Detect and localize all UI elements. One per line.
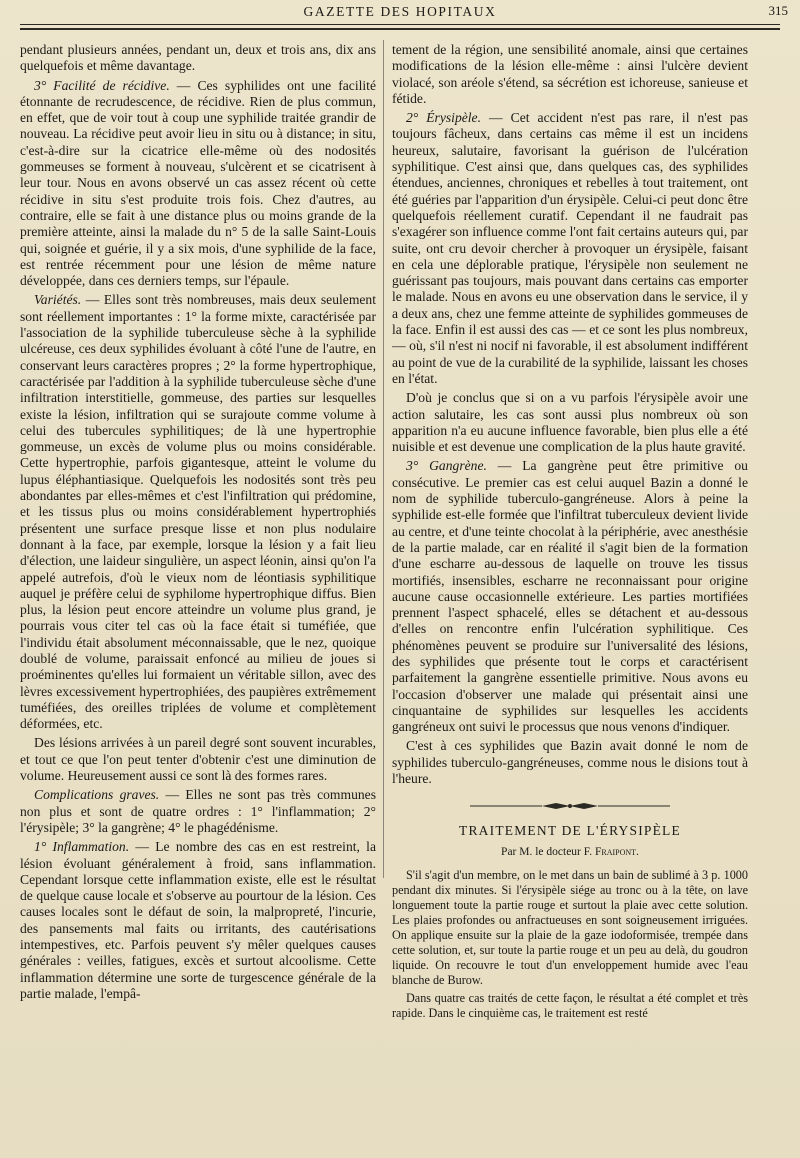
byline-author: F. Fraipont. xyxy=(583,845,639,858)
paragraph-label: 2° Érysipèle. xyxy=(406,110,481,126)
paragraph-continuation: tement de la région, une sensibilité anomale, ainsi que certaines modifications de la lésion elle-même : ainsi l'ulcère devient violacé, son aréole s'étend, sa sécrétion est ichoreuse, sanieuse et fétide. xyxy=(392,42,748,106)
paragraph-text: — Elles ne sont pas très communes non plus et sont de quatre ordres : 1° l'inflammation; 2° l'érysipèle; 3° la gangrène; 4° le phagédénisme. xyxy=(20,787,377,835)
paragraph-gangrene xyxy=(392,458,748,735)
column-divider xyxy=(383,40,384,878)
paragraph-conclusion: D'où je conclus que si on a vu parfois l'érysipèle avoir une action salutaire, les cas sont aussi plus nombreux où son apparition n'a eu aucune influence favorable, bien plus elle a été nuisible et est devenue une complication de la plus haute gravité. xyxy=(392,390,748,455)
paragraph-label: 3° Facilité de récidive. xyxy=(34,77,170,93)
right-column xyxy=(392,42,748,1024)
paragraph-label: 1° Inflammation. xyxy=(34,839,130,855)
treatment-section xyxy=(392,868,748,1021)
paragraph-continuation: pendant plusieurs années, pendant un, deux et trois ans, dix ans quelquefois et même davantage. xyxy=(20,42,376,74)
paragraph-bazin: C'est à ces syphilides que Bazin avait donné le nom de syphilides tuberculo-gangréneuses, comme nous le disions tout à l'heure. xyxy=(392,738,748,787)
header-rule-thick xyxy=(20,28,780,30)
paragraph-text: — Elles sont très nombreuses, mais deux seulement sont réellement importantes : 1° la forme mixte, caractérisée par l'association de la syphilide tuberculeuse sèche à la syphilide ulcéreuse, ces deux syphilides évoluant à côté l'une de l'autre, en conservant leurs caractères propres ; 2° la forme hypertrophique, caractérisée par l'addition à la syphilide tuberculeuse sèche d'une infiltration interstitielle, gommeuse, des parties sur lesquelles existe la lésion, infiltration qui se surajoute comme volume à celui des tubercules syphilitiques; de là une hypertrophie gommeuse, un excès de volume plus ou moins considérable. Cette hypertrophie, parfois gigantesque, atteint le volume du lupus éléphantiasique. Quelquefois les nodosités sont très peu abondantes par elles-mêmes et c'est l'infiltration qui prédomine, et les tissus plus ou moins considérablement hypertrophiés présentent une surface presque lisse et non plus nodulaire donnant à la face, par exemple, lorsque la lésion y a fait lieu d'élection, une laideur singulière, un aspect léonin, ainsi qu'on l'a appelé autrefois, d'où le vieux nom de léontiasis syphilitique auquel je préfère celui de syphilome hypertrophique diffus. Bien plus, la lésion peut encore atteindre un volume plus grand, je pourrais vous citer tel cas où la face était si tuméfiée, que l'individu était absolument méconnaissable, que le nez, quoique doublé de volume, paraissait enfoncé au milieu de joues si proéminentes qu'elles lui formaient un véritable sillon, avec des lèvres excessivement hypertrophiées, des paupières extrêmement tuméfiées, des oreilles triplées de volume et complètement déformées, etc. xyxy=(20,292,376,732)
byline-prefix: Par M. le docteur xyxy=(501,845,584,858)
byline xyxy=(392,844,748,860)
paragraph-text: — Cet accident n'est pas rare, il n'est pas toujours fâcheux, dans certains cas même il est un incidens heureux, salutaire, favorisant la guérison de l'ulcération syphilitique. C'est ainsi que, dans quelques cas, des syphilides étendues, anciennes, chroniques et rebelles à tout traitement, ont été guéries par l'apparition d'un érysipèle. Celui-ci peut donc être quelquefois réellement curatif. Cependant il ne faudrait pas s'exagérer son influence comme l'ont fait certains auteurs qui, par suite, ont cru devoir chercher à provoquer un érysipèle, faisant en cela une déplorable pratique, l'érysipèle non seulement ne guérissant pas toujours, mais pouvant dans certains cas emporter le malade. Nous en avons eu une observation dans le service, il y a deux ans, chez une femme atteinte de syphilides gommeuses de la face. Enfin il est aussi des cas — et ce sont les plus nombreux, — où, s'il n'est ni nocif ni favorable, il est absolument indifférent au point de vue de la curabilité de la syphilide, laissant les choses en l'état. xyxy=(392,110,748,386)
page-number: 315 xyxy=(768,3,788,18)
paragraph-lesions: Des lésions arrivées à un pareil degré sont souvent incurables, et tout ce que l'on peut tenter d'obtenir c'est une diminution de volume. Heureusement aussi ce sont là des formes rares. xyxy=(20,735,376,784)
paragraph-varietes xyxy=(20,292,376,732)
section-title: TRAITEMENT DE L'ÉRYSIPÈLE xyxy=(459,823,681,839)
paragraph-erysipele xyxy=(392,110,748,387)
header-rule-thin xyxy=(20,24,780,25)
paragraph-text: — Le nombre des cas en est restreint, la lésion évoluant généralement à froid, sans inflammation. Cependant lorsque cette inflammation existe, elle est le résultat de quelque cause locale et s'observe au pourtour de la lésion. Ces causes locales sont le défaut de soin, la malpropreté, l'incurie, des pansements mal faits ou irritants, des cautérisations intempestives, etc. Parfois peuvent s'y mêler quelques causes générales : veilles, fatigues, excès et surtout alcoolisme. Cette inflammation détermine une sorte de turgescence générale de la partie malade, l'empâ- xyxy=(20,839,376,1001)
paragraph-label: 3° Gangrène. xyxy=(406,458,487,474)
paragraph-treatment: S'il s'agit d'un membre, on le met dans un bain de sublimé à 3 p. 1000 pendant dix minutes. Si l'érysipèle siége au tronc ou à la tête, on lave longuement toute la partie rouge et surtout la plaie avec cette solution. Les plaies profondes ou anfractueuses en sont soigneusement irriguées. On applique ensuite sur la plaie de la gaze iodoformisée, trempée dans cette solution, et, sur toute la partie rouge et un peu au delà, du goudron liquide. On recouvre le tout d'un enveloppement humide avec l'eau blanche de Burow. xyxy=(392,867,748,987)
paragraph-recidive xyxy=(20,78,376,290)
paragraph-results: Dans quatre cas traités de cette façon, le résultat a été complet et très rapide. Dans le cinquième cas, le traitement est resté xyxy=(392,990,748,1020)
paragraph-label: Variétés. xyxy=(34,292,82,308)
running-head: GAZETTE DES HOPITAUX xyxy=(303,4,497,19)
paragraph-complications xyxy=(20,787,376,836)
page-header xyxy=(20,0,788,34)
section-ornament xyxy=(470,801,670,811)
paragraph-text: — Ces syphilides ont une facilité étonnante de recrudescence, de récidive. Rien de plus commun, en effet, que de voir tout à coup une syphilide traitée grandir de nouveau. La récidive peut avoir lieu in situ ou à distance; in situ, c'est-à-dire sur la cicatrice elle-même où des nodosités gommeuses se forment à nouveau, s'ulcèrent et se cicatrisent à leur tour. Nous en avons observé un cas assez récent où cette récidive in situ s'est produite trois fois. Chez d'autres, au contraire, elle se fait à une distance plus ou moins grande de la première atteinte, ainsi la malade du n° 5 de la salle Saint-Louis qui, soignée et guérie, il y a six mois, d'une syphilide de la face, est rentrée récemment pour une lésion de même nature développée, dans ces derniers temps, sur l'épaule. xyxy=(20,77,376,289)
paragraph-label: Complications graves. xyxy=(34,787,160,803)
paragraph-inflammation xyxy=(20,839,376,1002)
left-column xyxy=(20,42,376,1005)
paragraph-text: — La gangrène peut être primitive ou consécutive. Le premier cas est celui auquel Bazin a donné le nom de syphilide tuberculo-gangréneuse. Alors à peine la syphilide est-elle formée que l'infiltrat tuberculeux devient livide au centre, et d'une teinte chocolat à la périphérie, avec anesthésie de la partie malade, car en réalité il s'agit bien de la formation d'une escharre au-dessous de laquelle on trouve les tissus mortifiés, insensibles, escharre ne reconnaissant pour origine aucune cause occasionnelle extérieure. Les parties mortifiées prennent l'aspect sphacelé, elles se détachent et au-dessous d'elles on rencontre enfin l'ulcération syphilitique. Ces phénomènes peuvent se produire sur l'universalité des lésions, des syphilides que présente tout le corps et caractérisent parfaitement la gangrène essentielle primitive. Nous avons eu l'occasion d'observer une malade qui présentait ainsi une cinquantaine de syphilides sur lesquelles les accidents gangréneux ont suivi le processus que nous venons d'indiquer. xyxy=(392,458,748,735)
